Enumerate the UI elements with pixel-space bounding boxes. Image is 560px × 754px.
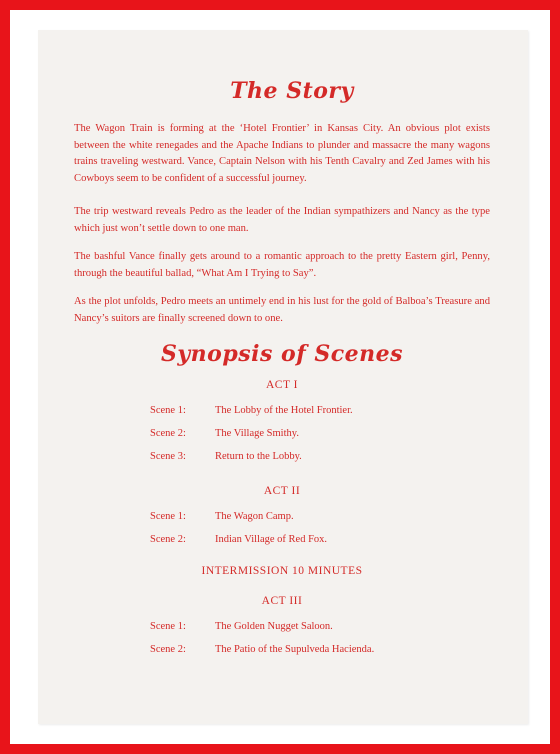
story-heading: The Story bbox=[230, 78, 354, 104]
intermission-notice: INTERMISSION 10 MINUTES bbox=[201, 565, 363, 577]
story-paragraph: As the plot unfolds, Pedro meets an untimely end in his lust for the gold of Balboa’s Treasure and Nancy’s suitors are finally screened down to one. bbox=[74, 296, 490, 324]
scene-label: Scene 2: bbox=[150, 428, 186, 439]
program-content bbox=[74, 78, 490, 658]
scene-row bbox=[74, 405, 490, 419]
scene-title: The Patio of the Supulveda Hacienda. bbox=[215, 644, 375, 655]
story-paragraph: The bashful Vance finally gets around to a romantic approach to the pretty Eastern girl, Penny, through the beautiful ballad, “What Am I Trying to Say”. bbox=[74, 251, 490, 279]
act-title: ACT I bbox=[266, 379, 298, 391]
scene-label: Scene 2: bbox=[150, 534, 186, 545]
scene-label: Scene 1: bbox=[150, 511, 186, 522]
scene-title: Return to the Lobby. bbox=[215, 451, 302, 462]
scene-title: Indian Village of Red Fox. bbox=[215, 534, 328, 545]
scene-row bbox=[74, 644, 490, 658]
scene-title: The Lobby of the Hotel Frontier. bbox=[215, 405, 353, 416]
synopsis-heading: Synopsis of Scenes bbox=[161, 341, 403, 367]
scene-label: Scene 3: bbox=[150, 451, 186, 462]
act-title: ACT II bbox=[263, 485, 301, 497]
scene-title: The Village Smithy. bbox=[215, 428, 299, 439]
scene-title: The Wagon Camp. bbox=[215, 511, 294, 522]
scene-row bbox=[74, 428, 490, 442]
scene-title: The Golden Nugget Saloon. bbox=[215, 621, 333, 632]
story-paragraph: The Wagon Train is forming at the ‘Hotel Frontier’ in Kansas City. An obvious plot exists between the white renegades and the Apache Indians to plunder and massacre the many wagons trains traveling westward. Vance, Captain Nelson with his Tenth Cavalry and Zed James with his Cowboys seem to be confident of a successful journey. bbox=[74, 123, 490, 184]
scene-row bbox=[74, 621, 490, 635]
scene-label: Scene 1: bbox=[150, 405, 186, 416]
act-title: ACT III bbox=[261, 595, 303, 607]
scene-label: Scene 2: bbox=[150, 644, 186, 655]
story-paragraph: The trip westward reveals Pedro as the leader of the Indian sympathizers and Nancy as the type which just won’t settle down to one man. bbox=[74, 206, 490, 234]
scene-label: Scene 1: bbox=[150, 621, 186, 632]
scene-row bbox=[74, 511, 490, 525]
scene-row bbox=[74, 451, 490, 465]
scene-row bbox=[74, 534, 490, 548]
